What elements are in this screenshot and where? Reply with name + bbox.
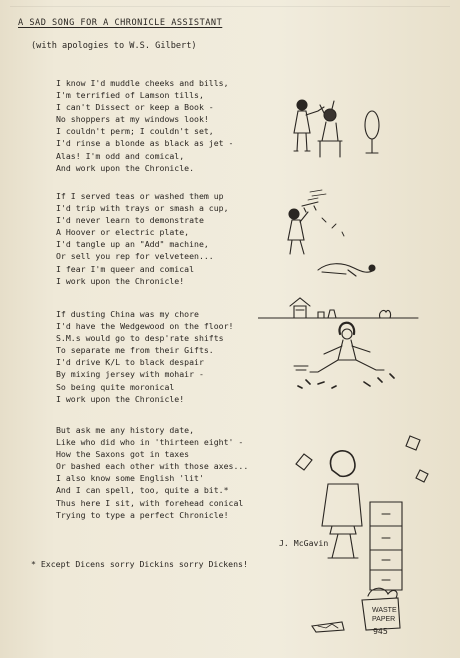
line: I couldn't perm; I couldn't set, (56, 126, 214, 137)
line: Like who did who in 'thirteen eight' - (56, 437, 244, 448)
line: How the Saxons got in taxes (56, 449, 190, 460)
typist-illustration (292, 430, 432, 635)
line: I'd drive K/L to black despair (56, 357, 204, 368)
stanza-4 (56, 424, 248, 521)
line: I can't Dissect or keep a Book - (56, 102, 214, 113)
line: If I served teas or washed them up (56, 191, 224, 201)
line: But ask me any history date, (56, 425, 195, 435)
waste-label-line-1: WASTE (372, 607, 397, 614)
line: So being quite moronical (56, 381, 175, 392)
line: I work upon the Chronicle! (56, 393, 185, 404)
line: I fear I'm queer and comical (56, 263, 195, 274)
line: I'd rinse a blonde as black as jet - (56, 138, 234, 149)
stanza-1 (56, 77, 233, 174)
line: Alas! I'm odd and comical, (56, 150, 185, 161)
line: S.M.s would go to desp'rate shifts (56, 333, 224, 344)
hairdresser-illustration (284, 93, 394, 173)
line: I'd tangle up an "Add" machine, (56, 239, 209, 250)
line: Or bashed each other with those axes... (56, 461, 249, 472)
poem-title: A SAD SONG FOR A CHRONICLE ASSISTANT (18, 18, 223, 28)
author-signature: J. McGavin (279, 538, 329, 548)
waste-label-line-2: PAPER (372, 616, 396, 623)
china-illustration (258, 290, 428, 395)
line: Thus here I sit, with forehead conical (56, 497, 244, 508)
tea-tray-illustration (282, 188, 392, 283)
stanza-2 (56, 190, 229, 287)
page-edge (10, 6, 450, 7)
line: To separate me from their Gifts. (56, 345, 214, 356)
line: No shoppers at my windows look! (56, 114, 209, 125)
stanza-3 (56, 308, 233, 405)
line: I work upon the Chronicle! (56, 275, 185, 286)
line: I also know some English 'lit' (56, 473, 204, 484)
line: I'd have the Wedgewood on the floor! (56, 321, 234, 332)
page-number: 945 (373, 626, 388, 636)
line: And I can spell, too, quite a bit.* (56, 485, 229, 496)
line: And work upon the Chronicle. (56, 162, 195, 173)
line: Trying to type a perfect Chronicle! (56, 509, 229, 520)
line: I'd never learn to demonstrate (56, 215, 204, 226)
line: I'd trip with trays or smash a cup, (56, 203, 229, 214)
line: If dusting China was my chore (56, 309, 199, 319)
line: I'm terrified of Lamson tills, (56, 90, 204, 101)
poem-subtitle: (with apologies to W.S. Gilbert) (31, 41, 197, 51)
footnote: * Except Dicens sorry Dickins sorry Dickens! (31, 559, 248, 569)
line: By mixing jersey with mohair - (56, 369, 204, 380)
line: I know I'd muddle cheeks and bills, (56, 78, 229, 88)
line: Or sell you rep for velveteen... (56, 251, 214, 262)
line: A Hoover or electric plate, (56, 227, 190, 238)
